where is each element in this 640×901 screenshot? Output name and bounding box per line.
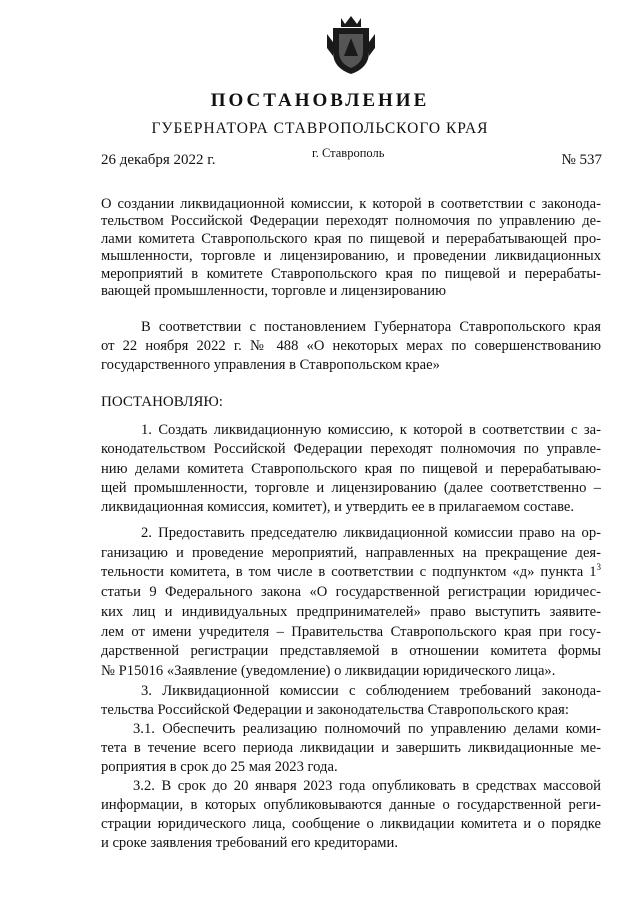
paragraph-line: тета в течение всего периода ликвидации и завершить ликвидационные ме- <box>101 740 601 756</box>
document-date: 26 декабря 2022 г. <box>101 152 216 168</box>
document-caption <box>101 196 601 300</box>
caption-line: вающей промышленности, торговле и лицензированию <box>101 283 446 300</box>
paragraph-line: 3. Ликвидационной комиссии с соблюдением требований законода- <box>141 683 601 699</box>
paragraph-line: 2. Предоставить председателю ликвидационной комиссии право на ор- <box>141 525 601 541</box>
caption-line: О создании ликвидационной комиссии, к которой в соответствии с законода- <box>101 196 601 212</box>
paragraph-line <box>101 563 601 583</box>
document-title: ПОСТАНОВЛЕНИЕ <box>210 90 430 111</box>
superscript: 3 <box>596 563 601 573</box>
paragraph-line-text: тельности комитета, в том числе в соответствии с подпунктом «д» пункта 1 <box>101 564 597 581</box>
paragraph-line: и сроке заявления требований его кредиторами. <box>101 835 398 851</box>
paragraph-3 <box>101 682 601 853</box>
document-number: № 537 <box>561 152 602 168</box>
paragraph-line: информации, в которых опубликовываются данные о государственной реги- <box>101 797 601 813</box>
paragraph-line: 3.2. В срок до 20 января 2023 года опубликовать в средствах массовой <box>133 778 601 794</box>
paragraph-line: страции юридического лица, сообщение о ликвидации комитета и о порядке <box>101 816 601 832</box>
paragraph-line: конодательством Российской Федерации переходят полномочия по управле- <box>101 441 601 458</box>
document-city: г. Ставрополь <box>312 146 385 160</box>
paragraph-line: лем от имени учредителя – Правительства Ставропольского края при госу- <box>101 623 601 640</box>
paragraph-line: роприятия в срок до 25 мая 2023 года. <box>101 759 338 775</box>
basis-line: государственного управления в Ставропольском крае» <box>101 357 440 373</box>
basis-line: от 22 ноября 2022 г. № 488 «О некоторых мерах по совершенствованию <box>101 338 601 354</box>
paragraph-line: ганизацию и проведение мероприятий, направленных на прекращение дея- <box>101 544 601 561</box>
caption-line: мышленности, торговле и лицензированию, и проведении ликвидационных <box>101 248 601 265</box>
paragraph-line: ких лиц и индивидуальных предпринимателей» право выступить заявите- <box>101 603 601 620</box>
paragraph-line: № Р15016 «Заявление (уведомление) о ликвидации юридического лица». <box>101 662 556 679</box>
coat-of-arms-icon <box>325 12 377 76</box>
decree-word: ПОСТАНОВЛЯЮ: <box>101 394 223 410</box>
paragraph-line: ликвидационная комиссия, комитет), и утвердить ее в прилагаемом составе. <box>101 499 575 516</box>
paragraph-line: 1. Создать ликвидационную комиссию, к которой в соответствии с за- <box>141 422 601 438</box>
paragraph-line: дарственной регистрации представляемой в отношении комитета формы <box>101 643 601 660</box>
caption-line: тельством Российской Федерации переходят полномочия по управлению де- <box>101 213 601 230</box>
paragraph-line: щей промышленности, торговле и лицензированию (далее соответственно – <box>101 479 601 496</box>
paragraph-line: статьи 9 Федерального закона «О государственной регистрации юридичес- <box>101 584 601 601</box>
caption-line: лами комитета Ставропольского края по пищевой и перерабатывающей про- <box>101 230 601 247</box>
paragraph-2 <box>101 524 601 682</box>
paragraph-line: тельства Российской Федерации и законодательства Ставропольского края: <box>101 702 569 718</box>
paragraph-line: 3.1. Обеспечить реализацию полномочий по управлению делами коми- <box>133 721 601 737</box>
basis-line: В соответствии с постановлением Губернатора Ставропольского края <box>141 319 601 335</box>
document-issuer: ГУБЕРНАТОРА СТАВРОПОЛЬСКОГО КРАЯ <box>151 120 489 137</box>
paragraph-line: нию делами комитета Ставропольского края по пищевой и перерабатываю- <box>101 460 601 477</box>
caption-line: мероприятий в комитете Ставропольского края по пищевой и перерабаты- <box>101 265 601 282</box>
basis-paragraph <box>101 318 601 375</box>
paragraph-1 <box>101 421 601 517</box>
